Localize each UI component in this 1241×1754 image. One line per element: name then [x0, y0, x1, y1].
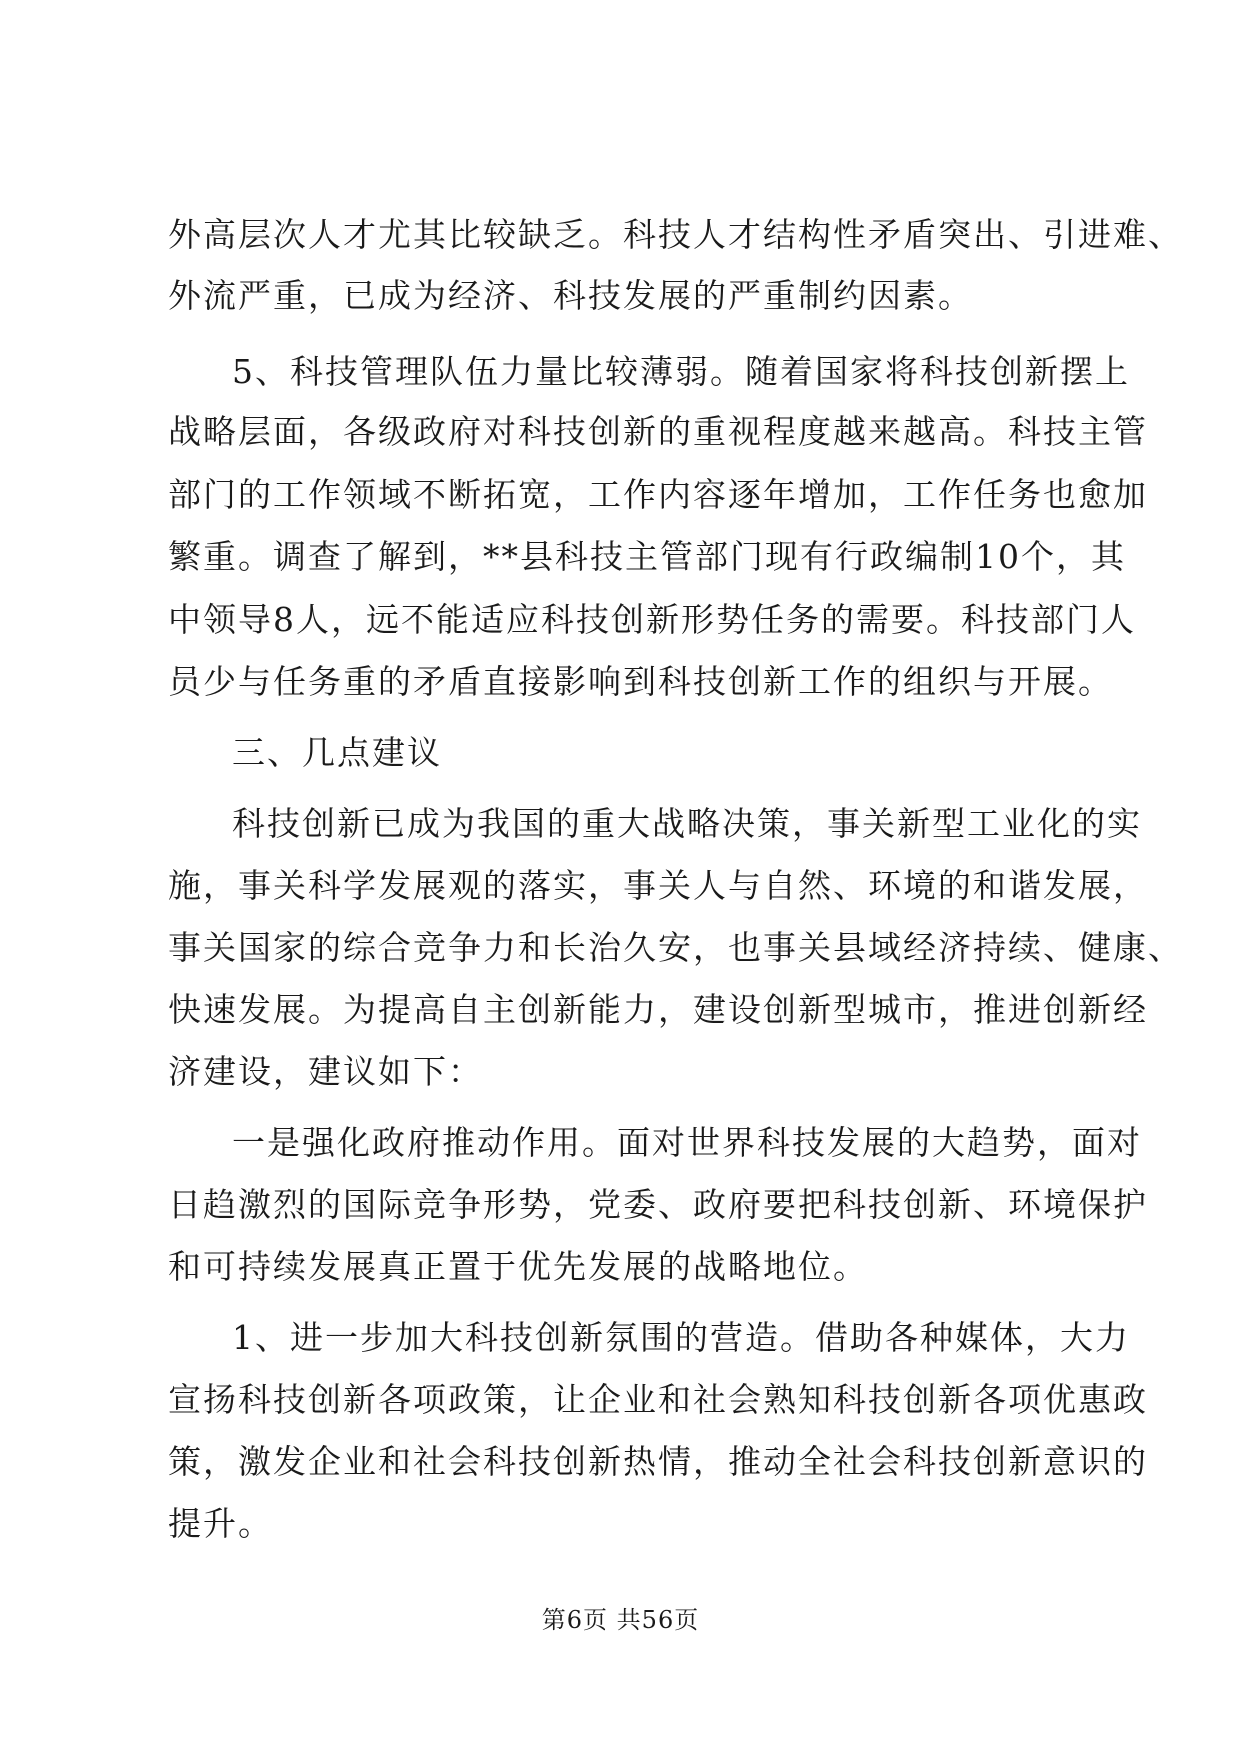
body-text-line: 战略层面，各级政府对科技创新的重视程度越来越高。科技主管	[168, 412, 1148, 451]
body-text-line: 日趋激烈的国际竞争形势，党委、政府要把科技创新、环境保护	[168, 1185, 1148, 1224]
page-number-footer: 第6页 共56页	[541, 1606, 700, 1634]
body-text-line: 事关国家的综合竞争力和长治久安，也事关县域经济持续、健康、	[168, 928, 1183, 967]
body-text-line: 外高层次人才尤其比较缺乏。科技人才结构性矛盾突出、引进难、	[168, 215, 1183, 254]
body-text-line: 部门的工作领域不断拓宽，工作内容逐年增加，工作任务也愈加	[168, 475, 1148, 514]
body-text-line: 提升。	[168, 1504, 273, 1543]
body-text-line: 5、科技管理队伍力量比较薄弱。随着国家将科技创新摆上	[232, 352, 1130, 391]
body-text-line: 快速发展。为提高自主创新能力，建设创新型城市，推进创新经	[168, 990, 1148, 1029]
section-heading: 三、几点建议	[232, 733, 442, 772]
body-text-line: 繁重。调查了解到，**县科技主管部门现有行政编制10个，其	[168, 537, 1126, 576]
body-text-line: 宣扬科技创新各项政策，让企业和社会熟知科技创新各项优惠政	[168, 1380, 1148, 1419]
body-text-line: 济建设，建议如下：	[168, 1052, 483, 1091]
body-text-line: 一是强化政府推动作用。面对世界科技发展的大趋势，面对	[232, 1123, 1142, 1162]
body-text-line: 科技创新已成为我国的重大战略决策，事关新型工业化的实	[232, 804, 1142, 843]
body-text-line: 和可持续发展真正置于优先发展的战略地位。	[168, 1247, 868, 1286]
body-text-line: 1、进一步加大科技创新氛围的营造。借助各种媒体，大力	[232, 1318, 1130, 1357]
body-text-line: 外流严重，已成为经济、科技发展的严重制约因素。	[168, 276, 973, 315]
body-text-line: 中领导8人，远不能适应科技创新形势任务的需要。科技部门人	[168, 600, 1136, 639]
body-text-line: 施，事关科学发展观的落实，事关人与自然、环境的和谐发展，	[168, 866, 1148, 905]
body-text-line: 策，激发企业和社会科技创新热情，推动全社会科技创新意识的	[168, 1442, 1148, 1481]
body-text-line: 员少与任务重的矛盾直接影响到科技创新工作的组织与开展。	[168, 662, 1113, 701]
